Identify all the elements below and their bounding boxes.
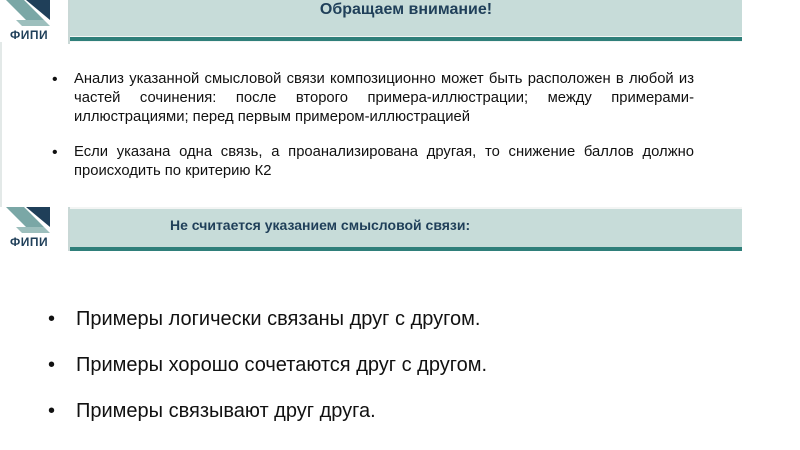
slide-header	[0, 207, 742, 251]
fipi-logo	[0, 207, 70, 251]
bullet-item: • Примеры хорошо сочетаются друг с другом.	[48, 353, 487, 377]
bullet-item: • Анализ указанной смысловой связи композиционно может быть расположен в любой из частей сочинения: после второго примера-иллюстрации; между примерами-иллюстрациями; перед первым примером-иллюстрацией	[52, 70, 694, 127]
slide-title: Не считается указанием смысловой связи:	[170, 217, 471, 233]
logo-text: ФИПИ	[10, 235, 49, 249]
slide-header	[0, 0, 742, 42]
fipi-logo-icon	[6, 0, 62, 30]
logo-text: ФИПИ	[10, 28, 49, 42]
header-accent-line	[70, 37, 742, 41]
bullet-list	[48, 307, 487, 445]
bullet-item: • Примеры логически связаны друг с другом.	[48, 307, 487, 331]
slide-left-border	[0, 42, 2, 207]
header-accent-line	[70, 247, 742, 251]
slide-1	[0, 0, 742, 207]
fipi-logo	[0, 0, 70, 44]
slide-2-header-area	[0, 207, 742, 262]
bullet-item: • Примеры связывают друг друга.	[48, 399, 487, 423]
fipi-logo-icon	[6, 207, 62, 237]
bullet-list	[52, 70, 694, 197]
slide-title: Обращаем внимание!	[319, 1, 493, 18]
bullet-item: • Если указана одна связь, а проанализирована другая, то снижение баллов должно происходить по критерию К2	[52, 143, 694, 181]
